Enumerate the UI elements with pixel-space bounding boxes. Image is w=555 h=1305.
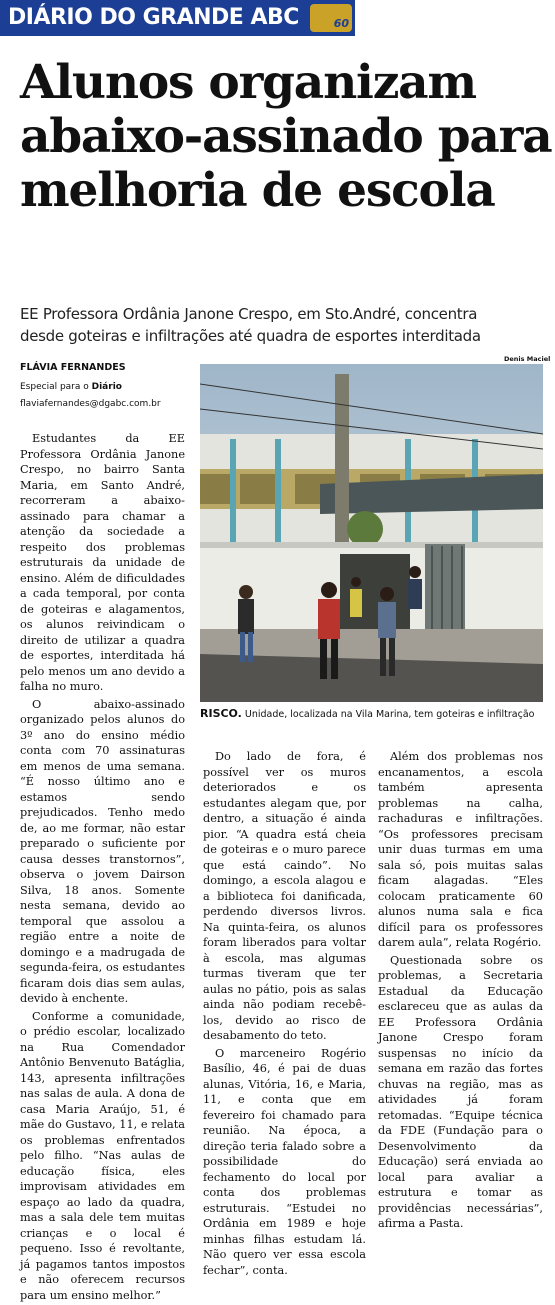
byline-email: flaviafernandes@dgabc.com.br — [20, 399, 161, 409]
headline-line-2: abaixo-assinado para — [20, 109, 552, 164]
byline-special-prefix: Especial para o — [20, 382, 92, 392]
subheadline — [20, 303, 545, 347]
headline-line-1: Alunos organizam — [20, 55, 476, 110]
byline — [20, 362, 190, 409]
photo-credit: Denis Maciel — [504, 355, 551, 363]
subheadline-line-2: desde goteiras e infiltrações até quadra de esportes interditada — [20, 327, 481, 345]
school-photo — [200, 364, 543, 702]
article-paragraph-1: Estudantes da EE Professora Ordânia Janone Crespo, no bairro Santa Maria, em Santo André, recorreram a abaixo-assinado para chamar a atenção da sociedade a respeito dos problemas estruturais da unidade de ensino. Além de dificuldades a cada temporal, por conta de goteiras e alagamentos, os alunos reivindicam o direito de utilizar a quadra de esportes, interditada há pelo menos um ano devido a falha no muro. — [20, 432, 185, 693]
headline — [20, 55, 552, 218]
headline-line-3: melhoria de escola — [20, 163, 495, 218]
photo-caption — [200, 707, 543, 720]
article-paragraph-5: O marceneiro Rogério Basílio, 46, é pai de duas alunas, Vitória, 16, e Maria, 11, e conta que em fevereiro foi chamado para reunião. Na época, a direção teria falado sobre a possibilidade do fechamento do local por conta dos problemas estruturais. “Estudei no Ordânia em 1989 e hoje minhas filhas estudam lá. Não quero ver essa escola fechar”, conta. — [203, 1046, 366, 1277]
byline-author: FLÁVIA FERNANDES — [20, 362, 126, 373]
masthead — [0, 0, 355, 36]
article-paragraph-6: Além dos problemas nos encanamentos, a escola também apresenta problemas na calha, rachaduras e infiltrações. “Os professores precisam unir duas turmas em uma sala só, pois muitas salas ficam alagadas. “Eles colocam praticamente 60 alunos numa sala e fica difícil para os professores darem aula”, relata Rogério. — [378, 750, 543, 949]
byline-paper-name: Diário — [91, 382, 122, 392]
school-photo-illustration — [200, 364, 543, 702]
caption-label: RISCO. — [200, 707, 242, 720]
article-paragraph-7: Questionada sobre os problemas, a Secretaria Estadual da Educação esclareceu que as aulas da EE Professora Ordânia Janone Crespo foram suspensas no início da semana em razão das fortes chuvas na região, mas as atividades já foram retomadas. “Equipe técnica da FDE (Fundação para o Desenvolvimento da Educação) será enviada ao local para avaliar a estrutura e tomar as providências necessárias”, afirma a Pasta. — [378, 953, 543, 1230]
article-column-2 — [203, 749, 366, 1280]
anniversary-badge: 60 — [310, 4, 352, 32]
caption-text: Unidade, localizada na Vila Marina, tem goteiras e infiltração — [241, 709, 535, 720]
article-paragraph-3: Conforme a comunidade, o prédio escolar, localizado na Rua Comendador Antônio Benvenuto Batáglia, 143, apresenta infiltrações nas salas de aula. A dona de casa Maria Araújo, 51, é mãe do Gustavo, 11, e relata os problemas enfrentados pelo filho. “Nas aulas de educação física, eles improvisam atividades em espaço ao lado da quadra, mas a sala dele tem muitas crianças e o local é pequeno. Isso é revoltante, já pagamos tantos impostos e não oferecem recursos para um ensino melhor.” — [20, 1009, 185, 1302]
byline-special — [20, 382, 190, 392]
article-paragraph-4: Do lado de fora, é possível ver os muros deteriorados e os estudantes alegam que, por dentro, a situação é ainda pior. “A quadra está cheia de goteiras e o muro parece que está caindo”. No domingo, a escola alagou e a biblioteca foi danificada, perdendo diversos livros. Na quinta-feira, os alunos foram liberados para voltar à escola, mas algumas turmas tiveram que ter aulas no pátio, pois as salas ainda não podiam recebê-los, devido ao risco de desabamento do teto. — [203, 750, 366, 1042]
article-column-1 — [20, 431, 185, 1305]
masthead-title: DIÁRIO DO GRANDE ABC — [8, 5, 299, 30]
subheadline-line-1: EE Professora Ordânia Janone Crespo, em Sto.André, concentra — [20, 305, 478, 323]
article-paragraph-2: O abaixo-assinado organizado pelos alunos do 3º ano do ensino médio conta com 70 assinaturas em menos de uma semana. “É nosso último ano e estamos sendo prejudicados. Tenho medo de, ao me formar, não estar preparado o suficiente por causa desses transtornos”, observa o jovem Dairson Silva, 18 anos. Somente nesta semana, devido ao temporal que assolou a região entre a noite de domingo e a madrugada de segunda-feira, os estudantes ficaram dois dias sem aulas, devido à enchente. — [20, 697, 185, 1005]
article-column-3 — [378, 749, 543, 1234]
